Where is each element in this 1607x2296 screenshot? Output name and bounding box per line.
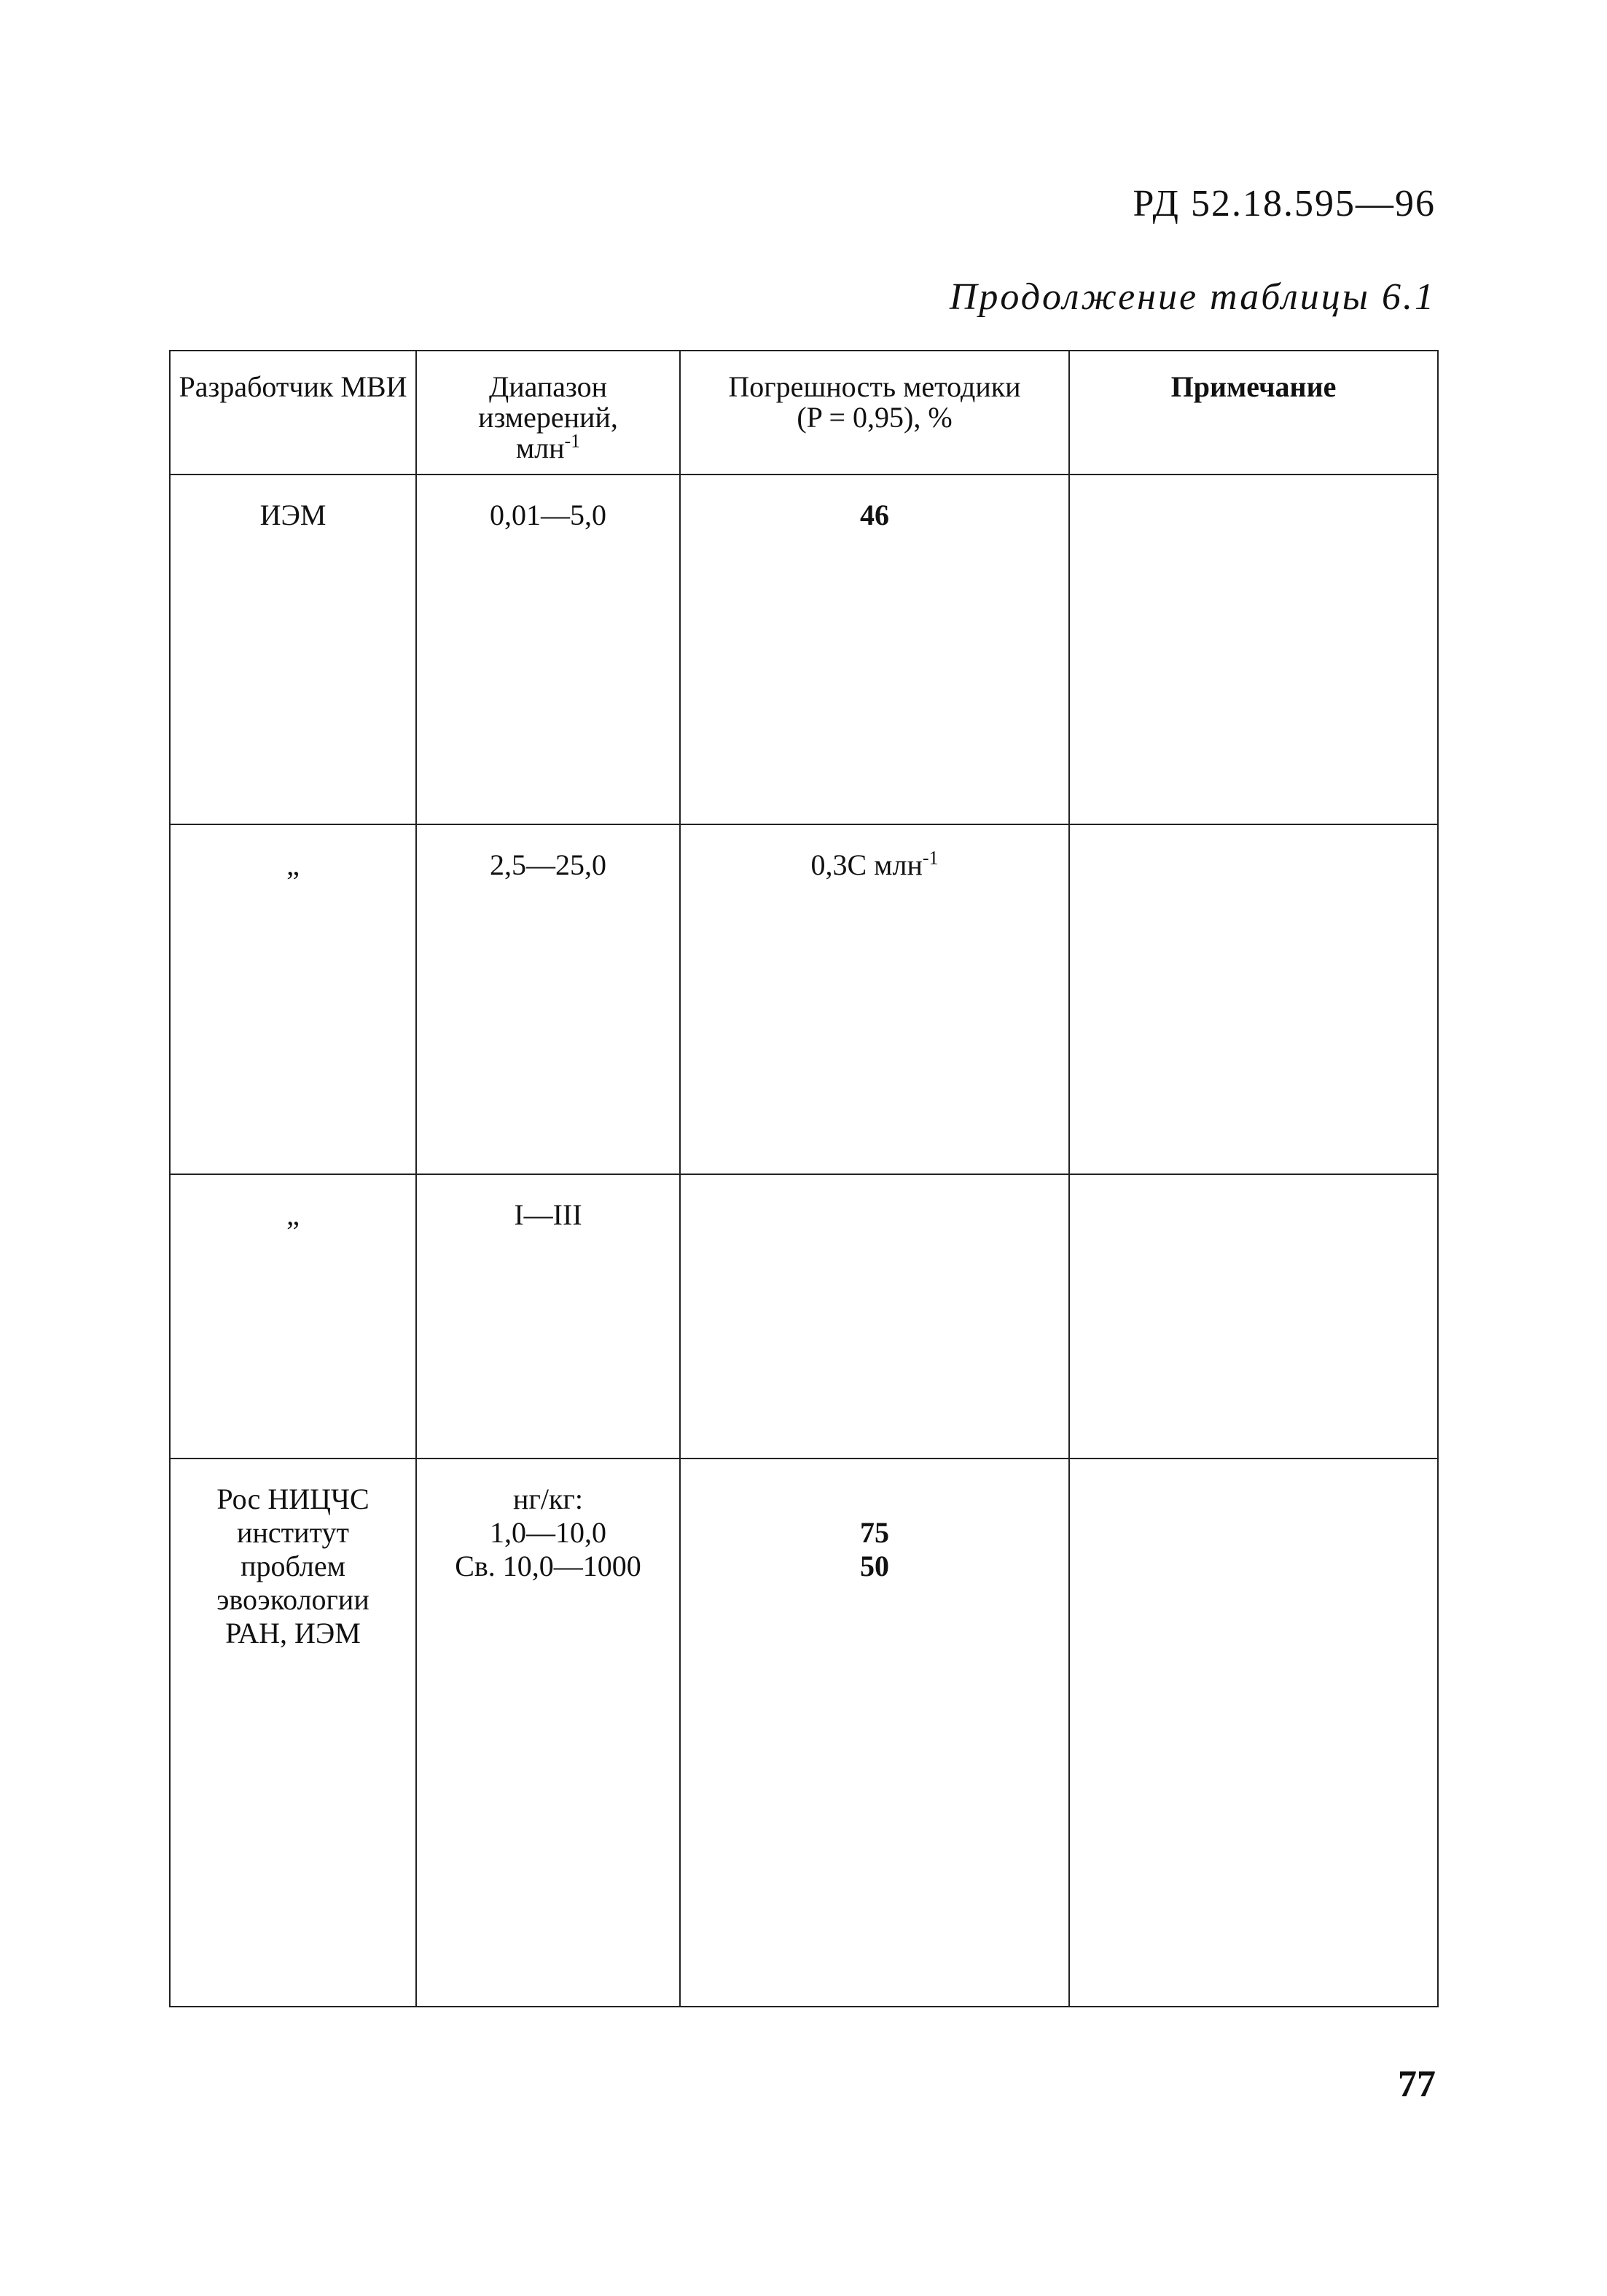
error-value: 0,3С млн — [810, 848, 923, 881]
range-unit-superscript: -1 — [564, 430, 581, 452]
cell-error — [680, 1459, 1069, 2007]
cell-error — [680, 475, 1069, 824]
error-line: 50 — [860, 1550, 889, 1582]
range-value: 0,01—5,0 — [490, 499, 606, 531]
developer-value: „ — [286, 1198, 300, 1231]
column-header-range — [416, 351, 680, 475]
range-header-line3 — [417, 430, 679, 464]
range-line: нг/кг: — [513, 1483, 583, 1515]
table-caption: Продолжение таблицы 6.1 — [949, 276, 1436, 318]
developer-line: эвоэкологии — [216, 1583, 370, 1616]
cell-range — [416, 475, 680, 824]
error-value: 46 — [860, 499, 889, 531]
table-row — [170, 824, 1438, 1174]
cell-range — [416, 824, 680, 1174]
note-header-text: Примечание — [1170, 370, 1337, 403]
cell-note — [1069, 824, 1438, 1174]
developer-header-text: Разработчик МВИ — [179, 370, 407, 403]
error-header-line1: Погрешность методики — [728, 370, 1021, 403]
cell-developer — [170, 1459, 416, 2007]
error-unit-superscript: -1 — [922, 847, 939, 869]
cell-error — [680, 1174, 1069, 1459]
cell-developer — [170, 824, 416, 1174]
cell-range — [416, 1459, 680, 2007]
range-line: 1,0—10,0 — [490, 1516, 606, 1549]
table-row — [170, 1174, 1438, 1459]
error-line: 75 — [860, 1516, 889, 1549]
cell-range — [416, 1174, 680, 1459]
cell-developer — [170, 1174, 416, 1459]
cell-note — [1069, 1174, 1438, 1459]
developer-line: РАН, ИЭМ — [225, 1617, 361, 1649]
column-header-error — [680, 351, 1069, 475]
column-header-developer — [170, 351, 416, 475]
error-line — [681, 1483, 1068, 1516]
developer-value: „ — [286, 848, 300, 881]
range-line: Св. 10,0—1000 — [455, 1550, 641, 1582]
data-table — [169, 350, 1439, 2007]
table-header-row — [170, 351, 1438, 475]
developer-line: Рос НИЦЧС — [216, 1483, 370, 1515]
document-code: РД 52.18.595—96 — [1133, 183, 1436, 224]
range-unit-text: млн — [515, 432, 565, 464]
error-header-line2: (P = 0,95), % — [797, 401, 953, 434]
range-header-line2: измерений, — [478, 401, 618, 434]
range-value: 2,5—25,0 — [490, 848, 606, 881]
page-number: 77 — [1398, 2063, 1436, 2105]
range-value: I—III — [514, 1198, 582, 1231]
table-row — [170, 475, 1438, 824]
column-header-note — [1069, 351, 1438, 475]
cell-note — [1069, 1459, 1438, 2007]
range-header-line1: Диапазон — [488, 370, 608, 403]
table-row — [170, 1459, 1438, 2007]
developer-line: институт — [237, 1516, 349, 1549]
developer-line: проблем — [241, 1550, 345, 1582]
cell-developer — [170, 475, 416, 824]
cell-error — [680, 824, 1069, 1174]
developer-value: ИЭМ — [259, 499, 327, 531]
cell-note — [1069, 475, 1438, 824]
